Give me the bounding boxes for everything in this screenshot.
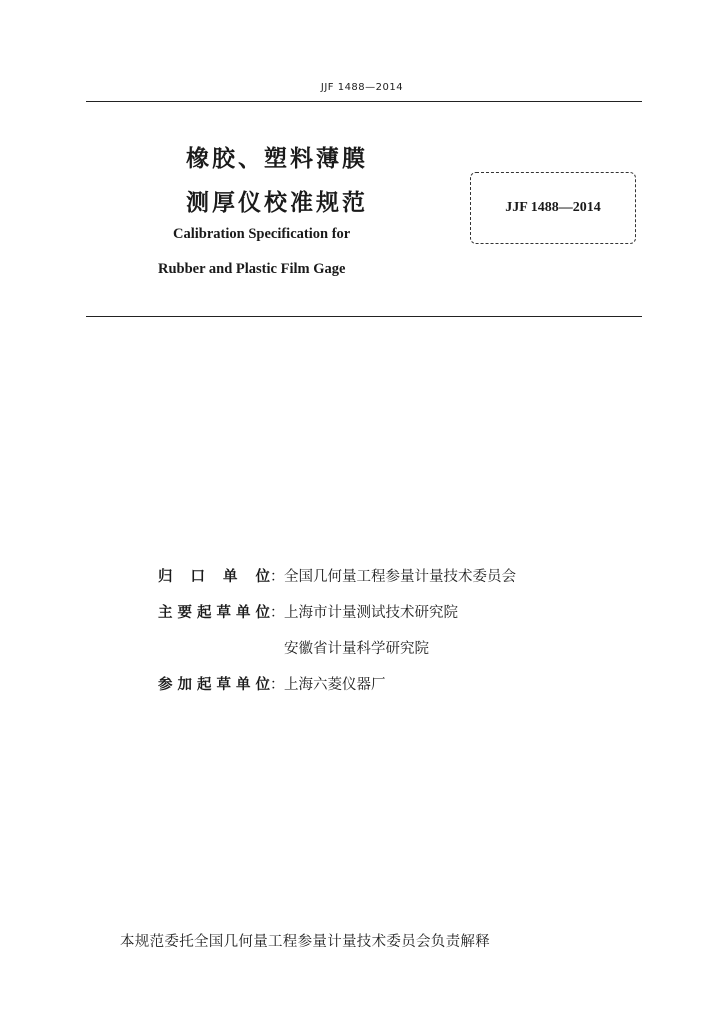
org-row-main-drafting [158, 601, 638, 637]
organization-list [158, 565, 638, 709]
colon: ： [270, 569, 285, 585]
title-english-line-2: Rubber and Plastic Film Gage [158, 261, 346, 277]
org-row-responsible [158, 565, 638, 601]
title-chinese-line-2: 测厚仪校准规范 [186, 190, 368, 216]
main-drafting-unit-value-1: 上海市计量测试技术研究院 [284, 605, 458, 621]
header-divider [86, 101, 642, 102]
title-divider [86, 316, 642, 317]
title-english-line-1: Calibration Specification for [173, 226, 351, 242]
responsible-unit-value: 全国几何量工程参量计量技术委员会 [284, 569, 516, 585]
participating-unit-value: 上海六菱仪器厂 [284, 677, 386, 693]
page-header-code: JJF 1488—2014 [320, 82, 404, 93]
colon: ： [270, 677, 285, 693]
main-drafting-unit-label: 主要起草单位 [158, 605, 270, 621]
title-chinese-line-1: 橡胶、塑料薄膜 [186, 146, 368, 172]
colon: ： [270, 605, 285, 621]
responsible-unit-label: 归口单位 [158, 569, 270, 585]
specification-code: JJF 1488—2014 [505, 200, 601, 215]
main-drafting-unit-value-2: 安徽省计量科学研究院 [284, 641, 429, 657]
specification-code-box [470, 172, 636, 244]
interpretation-note: 本规范委托全国几何量工程参量计量技术委员会负责解释 [120, 934, 490, 950]
org-row-main-drafting-2 [158, 637, 638, 673]
participating-unit-label: 参加起草单位 [158, 677, 270, 693]
org-row-participating [158, 673, 638, 709]
